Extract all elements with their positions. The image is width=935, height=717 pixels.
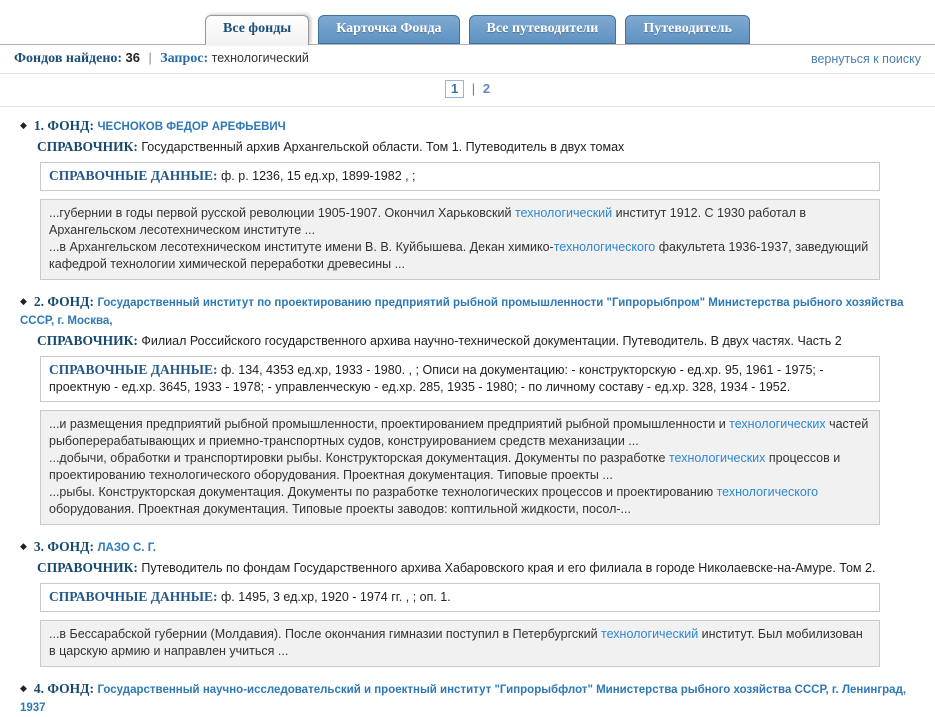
- fond-title-link[interactable]: Государственный институт по проектированию предприятий рыбной промышленности "Гипрорыбпром" Министерства рыбного хозяйства СССР, г. Москва,: [20, 297, 904, 327]
- diamond-bullet-icon: ◆: [20, 120, 27, 130]
- guide-row: [20, 138, 915, 156]
- fond-title-link[interactable]: ЧЕСНОКОВ ФЕДОР АРЕФЬЕВИЧ: [97, 121, 286, 133]
- back-to-search-link[interactable]: вернуться к поиску: [810, 51, 921, 66]
- reference-data-label: СПРАВОЧНЫЕ ДАННЫЕ:: [49, 589, 218, 604]
- diamond-bullet-icon: ◆: [20, 541, 27, 551]
- highlighted-query-term-link[interactable]: технологический: [514, 206, 613, 220]
- excerpt-snippet-2: ...в Архангельском лесотехническом институте имени В. В. Куйбышева. Декан химико-технологического факультета 1936-1937, заведующий кафедрой технологии химической переработки древесины ...: [49, 240, 869, 271]
- reference-data-box: [40, 356, 880, 402]
- guide-label: СПРАВОЧНИК:: [37, 333, 138, 348]
- guide-label: СПРАВОЧНИК:: [37, 560, 138, 575]
- page-separator: |: [471, 81, 476, 96]
- search-result-3: [20, 538, 915, 667]
- excerpt-box: [40, 410, 880, 525]
- fond-title-link[interactable]: ЛАЗО С. Г.: [97, 542, 156, 554]
- excerpt-snippet-2: ...добычи, обработки и транспортировки рыбы. Конструкторская документация. Документы по разработке технологических процессов и проектированию технологического оборудования. Проектная документация. Типовые проекты ...: [49, 451, 841, 482]
- reference-data-text: ф. р. 1236, 15 ед.хр, 1899-1982 , ;: [221, 169, 416, 183]
- tab-fund-card[interactable]: Карточка Фонда: [318, 15, 459, 44]
- excerpt-snippet-1: ...и размещения предприятий рыбной промышленности, проектированием предприятий рыбной промышленности и технологических частей рыбоперерабатывающих и приемно-транспортных судов, конструированием средств механизации ...: [49, 417, 869, 448]
- guide-row: [20, 559, 915, 577]
- highlighted-query-term-link[interactable]: технологических: [668, 451, 766, 465]
- search-results-list: [0, 107, 935, 717]
- diamond-bullet-icon: ◆: [20, 683, 27, 693]
- search-result-1: [20, 117, 915, 280]
- pagination: [0, 74, 935, 107]
- guide-text: Филиал Российского государственного архива научно-технической документации. Путеводитель. В двух частях. Часть 2: [141, 334, 842, 348]
- excerpt-snippet-1: ...в Бессарабской губернии (Молдавия). После окончания гимназии поступил в Петербургский технологический институт. Был мобилизован в царскую армию и направлен учиться ...: [49, 627, 863, 658]
- reference-data-text: ф. 134, 4353 ед.хр, 1933 - 1980. , ; Описи на документацию: - конструкторскую - ед.хр. 95, 1961 - 1975; - проектную - ед.хр. 3645, 1933 - 1978; - управленческую - ед.хр. 285, 1935 - 1980; - по личному составу - ед.хр. 328, 1934 - 1952.: [49, 363, 824, 394]
- excerpt-box: [40, 620, 880, 667]
- tab-guide[interactable]: Путеводитель: [625, 15, 750, 44]
- guide-label: СПРАВОЧНИК:: [37, 139, 138, 154]
- page-link-2[interactable]: 2: [482, 81, 491, 96]
- result-title-row: [20, 293, 915, 330]
- status-separator: |: [148, 51, 152, 65]
- tab-all-guides[interactable]: Все путеводители: [469, 15, 617, 44]
- guide-text: Путеводитель по фондам Государственного архива Хабаровского края и его филиала в городе Николаевске-на-Амуре. Том 2.: [141, 561, 876, 575]
- reference-data-label: СПРАВОЧНЫЕ ДАННЫЕ:: [49, 168, 218, 183]
- reference-data-box: [40, 162, 880, 191]
- diamond-bullet-icon: ◆: [20, 296, 27, 306]
- page-current[interactable]: 1: [445, 80, 464, 98]
- guide-text: Государственный архив Архангельской области. Том 1. Путеводитель в двух томах: [141, 140, 625, 154]
- found-label: Фондов найдено:: [14, 51, 123, 66]
- reference-data-label: СПРАВОЧНЫЕ ДАННЫЕ:: [49, 362, 218, 377]
- highlighted-query-term-link[interactable]: технологического: [716, 485, 819, 499]
- excerpt-snippet-1: ...губернии в годы первой русской революции 1905-1907. Окончил Харьковский технологический институт 1912. С 1930 работал в Архангельском лесотехническом институте ...: [49, 206, 806, 237]
- result-number-and-fond-label: 1. ФОНД:: [33, 118, 94, 133]
- highlighted-query-term-link[interactable]: технологический: [601, 627, 699, 641]
- excerpt-box: [40, 199, 880, 280]
- fond-title-link[interactable]: Государственный научно-исследовательский и проектный институт "Гипрорыбфлот" Министерства рыбного хозяйства СССР, г. Ленинград, 1937: [20, 684, 907, 714]
- result-number-and-fond-label: 4. ФОНД:: [33, 681, 94, 696]
- guide-row: [20, 332, 915, 350]
- highlighted-query-term-link[interactable]: технологических: [729, 417, 826, 431]
- tab-bar: [0, 0, 935, 45]
- search-result-2: [20, 293, 915, 525]
- query-value: технологический: [211, 51, 309, 65]
- reference-data-text: ф. 1495, 3 ед.хр, 1920 - 1974 гг. , ; оп. 1.: [221, 590, 451, 604]
- highlighted-query-term-link[interactable]: технологического: [553, 240, 656, 254]
- excerpt-snippet-3: ...рыбы. Конструкторская документация. Документы по разработке технологических процессов и проектированию технологического оборудования. Проектная документация. Типовые проекты заводов: коптильной жидкости, посол-...: [49, 485, 819, 516]
- result-title-row: [20, 680, 915, 717]
- found-count: 36: [125, 50, 140, 65]
- result-number-and-fond-label: 3. ФОНД:: [33, 539, 94, 554]
- query-label: Запрос:: [160, 51, 209, 66]
- search-result-4: [20, 680, 915, 717]
- search-summary: [14, 50, 309, 67]
- tab-all-funds[interactable]: Все фонды: [205, 15, 309, 45]
- status-bar: [0, 45, 935, 74]
- result-title-row: [20, 117, 915, 136]
- reference-data-box: [40, 583, 880, 612]
- result-number-and-fond-label: 2. ФОНД:: [33, 294, 94, 309]
